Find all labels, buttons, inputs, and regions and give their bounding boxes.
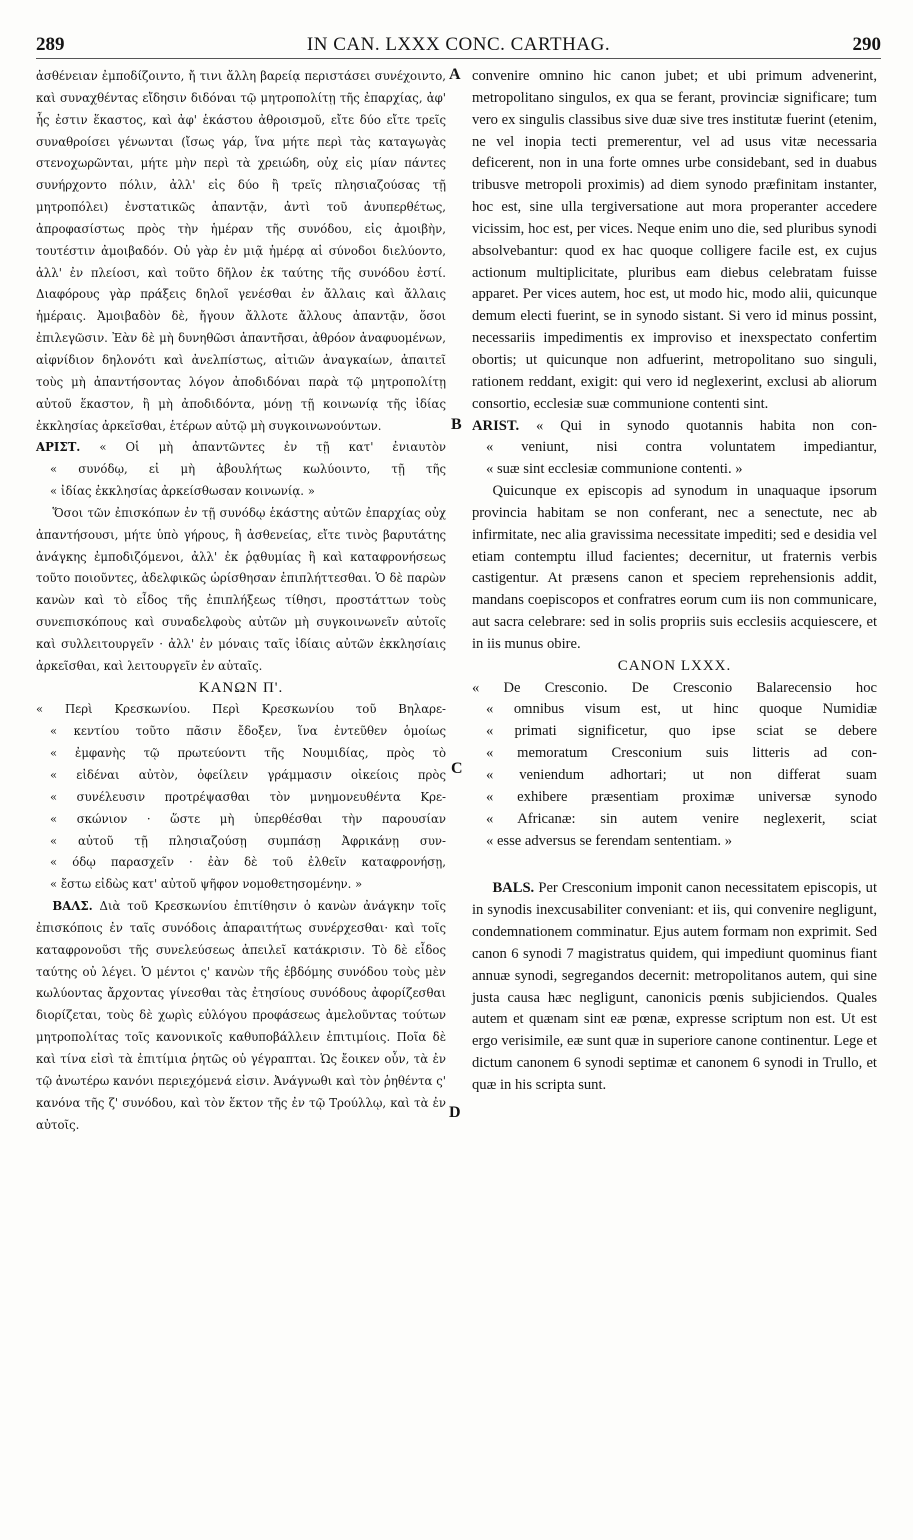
margin-letter-a: A bbox=[449, 66, 461, 83]
latin-arist-text-1: « Qui in synodo quotannis habita non con- bbox=[536, 417, 877, 434]
greek-canon-line: « ἐμφανὴς τῷ πρωτεύοντι τῆς Νουμιδίας, πρὸς τὸ bbox=[50, 746, 446, 761]
latin-canon-line: « primati significetur, quo ipse sciat se debere bbox=[486, 723, 877, 740]
greek-arist-line-3: « ἰδίας ἐκκλησίας ἀρκείσθωσαν κοινωνίᾳ. » bbox=[50, 484, 315, 499]
greek-canon-line: « Περὶ Κρεσκωνίου. Περὶ Κρεσκωνίου τοῦ Βηλαρε- bbox=[36, 702, 446, 717]
greek-vals-text: Διὰ τοῦ Κρεσκωνίου ἐπιτίθησιν ὁ κανὼν ἀνάγκην τοῖς ἐπισκόποις ἐν ταῖς συνόδοις ἀπαραιτήτως συνέρχεσθαι· καὶ τοῖς καταφρονοῦσι τῆς συνελεύσεως ἀπειλεῖ κατάκρισιν. Τὸ δὲ εἶδος ταύτης οὐ λέγει. Ὁ μέντοι ς' κανὼν τῆς ἑβδόμης συνόδου τοὺς μὲν κωλύοντας ἄρχοντας γίνεσθαι τὰς ἐτησίους συνόδους ἀφορίζεσθαι διορίζεται, τοὺς δὲ χωρὶς εὐλόγου προφάσεως ἀμελοῦντας τούτων μητροπολίτας τοῖς κανονικοῖς καθυποβάλλειν ἐπιτιμίοις. Ποῖα δὲ καὶ τίνα εἰσὶ τὰ ἐπιτίμια ῥητῶς οὐ γέγραπται. Ὡς ἔοικεν οὖν, τὰ ἐν τῷ ἀνωτέρω κανόνι περιεχόμενά εἰσιν. Ἀνάγνωθι καὶ τὸν ῥηθέντα ς' κανόνα τῆς ζ' συνόδου, καὶ τὸν ἕκτον τῆς ἐν τῷ Τρούλλῳ, καὶ τὰ ἐν αὐτοῖς. bbox=[36, 899, 447, 1132]
greek-canon-line: « όδῳ παρασχεῖν · ἐὰν δὲ τοῦ ἐλθεῖν καταφρονήσῃ, bbox=[50, 855, 446, 870]
greek-canon-line: « σκώνιον · ὥστε μὴ ὑπερθέσθαι τὴν παρουσίαν bbox=[50, 811, 446, 826]
greek-paragraph-1: ἀσθένειαν ἐμποδίζοιντο, ἤ τινι ἄλλη βαρείᾳ περιστάσει συνέχοιντο, καὶ συναχθέντας εἴδησιν διδόναι τῷ μητροπολίτῃ τῆς ἐπαρχίας, ἀφ' ἧς ἐστιν ἕκαστος, καὶ ἀφ' ἑκάστου ἀθροισμοῦ, εἴτε δύο εἴτε τρεῖς συναθροίσει γένωνται (ἴσως γάρ, ἵνα μήτε περὶ τὰς καταγωγὰς στενοχωρῶνται, μήτε μὴν περὶ τὰ χρειώδη, οὐχ εἰς μίαν πάντες συνήρχοντο πόλιν, ἀλλ' εἰς δύο ἢ τρεῖς πλησιαζούσας τῇ μητροπόλει) ἐνστατικῶς ἀπαντᾷν, ἀντὶ τοῦ ἀνυπερθέτως, ἀπροφασίστως πρὸς τὴν ἡμέραν τῆς συνόδου, εἰς ἀμοιβὴν, τουτέστιν ἀμοιβαδόν. Οὐ γὰρ ἐν μιᾷ ἡμέρᾳ αἱ σύνοδοι διελύοντο, ἀλλ' ἐν πλείοσι, καὶ τοῦτο δῆλον ἐκ ταύτης τῆς συνόδου ἐστί. Διαφόρους γὰρ πράξεις δηλοῖ γενέσθαι ἐν ἄλλαις καὶ ἄλλαις ἡμέραις. Ἀμοιβαδὸν δὲ, ἤγουν ἄλλοτε ἄλλους ἀπαντᾷν, ὅσοι ἐπιλεγῶσιν. Ἐὰν δὲ μὴ δυνηθῶσι ἀπαντῆσαι, ἀθρόον ἀναφυομένων, αἰφνίδιον δηλονότι καὶ ἀνελπίστως, αἰτιῶν ἀναγκαίων, ἀπαιτεῖ τοὺς μὴ ἀπαντήσοντας λόγον ἀποδιδόναι παρὰ τῷ μητροπολίτῃ αὐτοῦ ἕκαστον, ἢ μὴ ἀποδιδόντα, μόνῃ τῇ κοινωνίᾳ τῆς ἰδίας ἐκκλησίας ἀρκεῖσθαι, ἑτέρων αὐτῷ μὴ συγκοινωνούντων. bbox=[36, 69, 446, 433]
greek-arist-line-2: « συνόδῳ, εἰ μὴ ἀβουλήτως κωλύοιντο, τῇ τῆς bbox=[50, 462, 446, 477]
greek-column bbox=[36, 66, 446, 1136]
greek-arist-text-1: « Οἱ μὴ ἀπαντῶντες ἐν τῇ κατ' ἐνιαυτὸν bbox=[99, 440, 446, 455]
margin-letter-d: D bbox=[449, 1104, 461, 1121]
greek-canon-line: « ἔστω εἰδὼς κατ' αὐτοῦ ψῆφον νομοθετησομένην. » bbox=[50, 877, 363, 892]
latin-bals-label: BALS. bbox=[492, 880, 535, 897]
greek-arist-label: ΑΡΙΣΤ. bbox=[36, 440, 81, 455]
running-header bbox=[36, 34, 881, 64]
running-title: IN CAN. LXXX CONC. CARTHAG. bbox=[306, 34, 611, 55]
greek-arist-block bbox=[36, 437, 446, 503]
spacer bbox=[472, 852, 877, 878]
latin-arist-line-1 bbox=[472, 416, 877, 438]
latin-bals-paragraph bbox=[472, 878, 877, 1096]
greek-canon-line: « εἰδέναι αὐτὸν, ὀφείλειν γράμμασιν οἰκείοις πρὸς bbox=[50, 768, 446, 782]
page-number-right: 290 bbox=[852, 34, 881, 55]
latin-arist-line-3: « suæ sint ecclesiæ communione contenti. » bbox=[486, 461, 743, 478]
latin-canon-line: « veniendum adhortari; ut non differat suam bbox=[486, 767, 877, 783]
greek-arist-line-1 bbox=[36, 437, 446, 459]
margin-letter-c: C bbox=[451, 760, 463, 777]
latin-column bbox=[472, 66, 877, 1097]
latin-canon-line: « esse adversus se ferendam sententiam. » bbox=[486, 832, 732, 849]
latin-canon-line: « omnibus visum est, ut hinc quoque Numidiæ bbox=[486, 701, 877, 718]
latin-paragraph-1: convenire omnino hic canon jubet; et ubi primum advenerint, metropolitano singulos, ex qua se ferant, provinciæ significare; tum vero ex singulis classibus sive duæ sive tres institutæ fuerint (etenim, ne vel inopia tecti premerentur, vel ad usus vitæ necessaria deficerent, non in una forte omnes urbe considebant, sed in duabus tribusve metropoli proximis) ad diem synodo præfinitam instanter, hoc est, sine ulla tergiversatione aut mora properanter accedere vicissim, hoc est, per vices. Neque enim uno die, sed pluribus synodi absolvebantur: quod ex hac quoque colligere facile est, ex cujus actionum multiplicitate, pluribus eam diebus celebratam fuisse apparet. Per vices autem, hoc est, ut modo hic, modo alii, quicunque demum electi fuerint, se in synodo sistant. Si vero id minus possint, necessariis impedimentis ex improviso et inexspectato confertim obortis; ut quicunque non adfuerint, metropolitano suo singuli, rationem reddant, exigit: qui vero id neglexerint, exclusi ab aliorum consortio, ecclesiæ suæ communione contenti sint. bbox=[472, 68, 877, 412]
latin-canon-heading: CANON LXXX. bbox=[617, 657, 732, 674]
page-number-left: 289 bbox=[36, 34, 65, 55]
latin-arist-line-2: « veniunt, nisi contra voluntatem impediantur, bbox=[486, 439, 877, 456]
latin-canon-line: « memoratum Cresconium suis litteris ad con- bbox=[486, 745, 877, 762]
latin-paragraph-2: Quicunque ex episcopis ad synodum in unaquaque ipsorum provincia habitam se non conferant, nec a senectute, nec ab infirmitate, nec alia gravissima necessitate impediti; sed e desidia vel etiam contemptu illud facientes; decernitur, ut fraternis verbis castigentur. At præsens canon et speciem reprehensionis addit, mandans coepiscopos et confratres eorum cum iis non communicare, aut sacra celebrare: sed in solis propriis suis ecclesiis acquiescere, et in iis munus obire. bbox=[472, 483, 877, 652]
greek-canon-block bbox=[36, 699, 446, 896]
latin-canon-line: « De Cresconio. De Cresconio Balarecensio hoc bbox=[472, 679, 877, 696]
greek-vals-label: ΒΑΛΣ. bbox=[52, 899, 93, 914]
margin-letter-b: B bbox=[451, 416, 462, 433]
greek-canon-heading: ΚΑΝΩΝ Π'. bbox=[198, 679, 284, 696]
latin-canon-block bbox=[472, 678, 877, 853]
greek-paragraph-2: Ὅσοι τῶν ἐπισκόπων ἐν τῇ συνόδῳ ἑκάστης αὐτῶν ἐπαρχίας οὐχ ἀπαντήσουσι, μήτε ὑπὸ γήρους, ἢ ἀσθενείας, εἴτε τινὸς βαρυτάτης ἀνάγκης ἐμποδιζόμενοι, ἀλλ' ἐκ ῥᾳθυμίας ἢ καὶ καταφρονήσεως τοῦτο ποιοῦντες, ἀδελφικῶς ὡρίσθησαν ἐπιπλήττεσθαι. Ὁ δὲ παρὼν κανὼν καὶ τὸ εἶδος τῆς ἐπιπλήξεως τίθησι, προστάττων τοὺς συνεπισκόπους καὶ συναδελφοὺς αὐτῶν μὴ συγκοινωνεῖν αὐτοῖς καὶ συλλειτουργεῖν · ἀλλ' ἐν μόναις ταῖς ἰδίαις αὐτῶν ἐκκλησίαις ἀρκεῖσθαι, καὶ λειτουργεῖν ἐν αὐταῖς. bbox=[36, 505, 446, 673]
header-rule bbox=[36, 58, 881, 59]
latin-arist-label: ARIST. bbox=[472, 417, 520, 434]
latin-arist-block bbox=[472, 416, 877, 482]
latin-canon-line: « Africanæ: sin autem venire neglexerit, sciat bbox=[486, 810, 877, 827]
latin-bals-text: Per Cresconium imponit canon necessitatem episcopis, ut in synodis inexcusabiliter conveniant: et iis, qui convenire negligunt, condemnationem comminatur. Ejus autem formam non exprimit. Sed canon 6 synodi 7 magistratus quidem, qui impediunt quominus fiant annuæ synodi, segregandos decernit: metropolitanos autem, qui sine justa causa hæc negligunt, canonicis pœnis subjiciendos. Quales autem et quænam sint eæ pœnæ, expresse scriptum non est. Ut est ergo verisimile, eæ sunt quæ in superiore canone continentur. Lege et dictum canonem 6 synodi septimæ et canonem 6 synodi in Trullo, et quæ in his scripta sunt. bbox=[472, 880, 878, 1093]
greek-vals-paragraph bbox=[36, 896, 446, 1136]
greek-canon-line: « αὐτοῦ τῇ πλησιαζούσῃ συμπάσῃ Ἀφρικάνῃ συν- bbox=[50, 833, 446, 848]
greek-canon-line: « συνέλευσιν προτρέψασθαι τὸν μνημονευθέντα Κρε- bbox=[50, 789, 446, 804]
latin-canon-line: « exhibere præsentiam proximæ universæ synodo bbox=[486, 788, 877, 805]
greek-canon-line: « κεντίου τοῦτο πᾶσιν ἔδοξεν, ἵνα ἐντεῦθεν ὁμοίως bbox=[50, 724, 446, 739]
